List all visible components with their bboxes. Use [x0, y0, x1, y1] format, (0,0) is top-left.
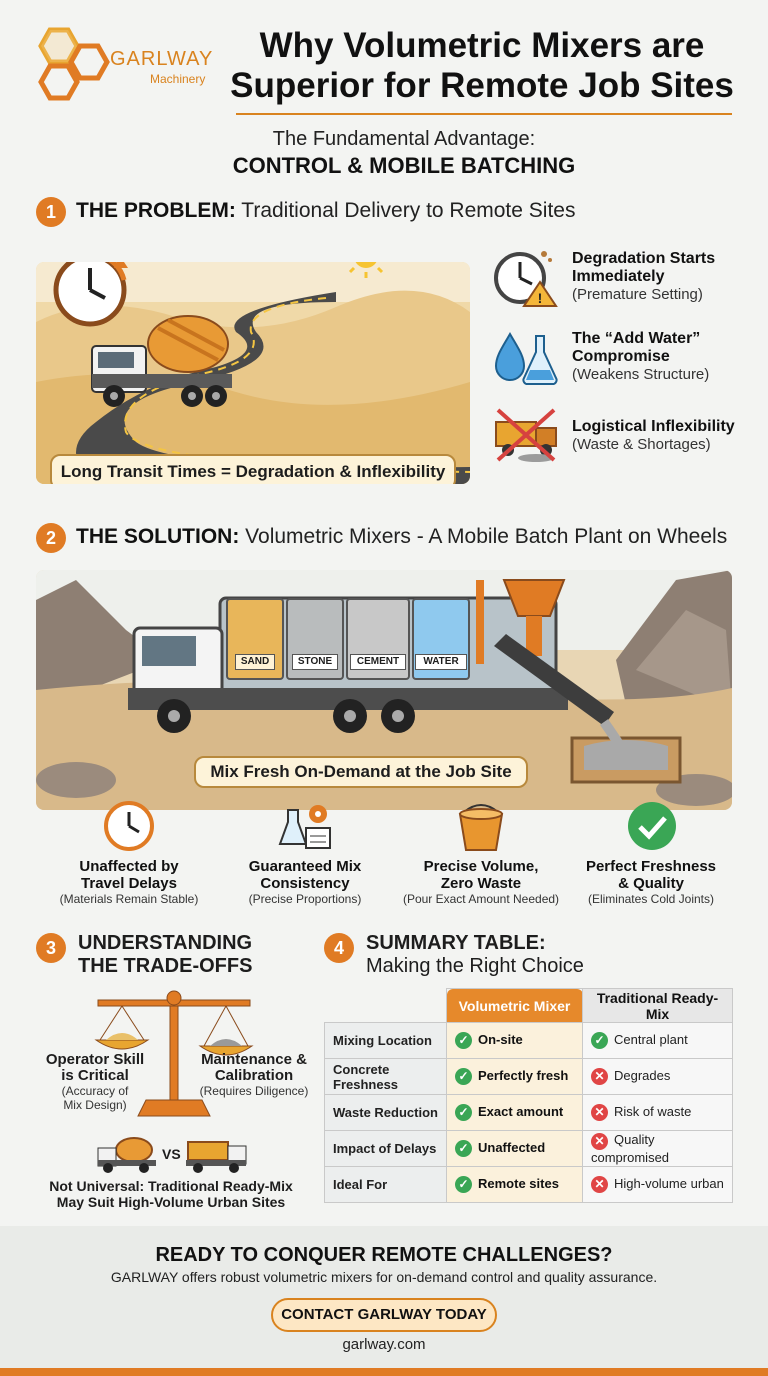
feature-subtitle: (Pour Exact Amount Needed): [402, 892, 560, 906]
truck-crossed-icon: [492, 406, 562, 464]
bin-label-sand: SAND: [235, 654, 275, 670]
problem-callout: Long Transit Times = Degradation & Inflexibility: [50, 454, 456, 484]
table-row: [325, 1059, 733, 1095]
tradeoff-title: Maintenance &: [201, 1051, 307, 1068]
tradeoff-note-line: Not Universal: Traditional Ready-Mix: [49, 1178, 293, 1194]
feature-title: Precise Volume,: [423, 858, 539, 875]
feature-subtitle: (Eliminates Cold Joints): [587, 892, 715, 906]
cell-traditional: [583, 1059, 733, 1095]
cell-volumetric: [447, 1167, 583, 1203]
issue-title: Logistical Inflexibility: [572, 418, 735, 435]
feature-subtitle: (Materials Remain Stable): [59, 892, 199, 906]
volumetric-mixer-illustration: [36, 570, 732, 810]
page-title: [222, 26, 742, 106]
problem-heading: [76, 199, 575, 223]
conveyor-chute-icon: [454, 576, 644, 756]
solution-heading-bold: THE SOLUTION:: [76, 525, 240, 548]
bottom-accent-bar: [0, 1368, 768, 1376]
table-row: [325, 1095, 733, 1131]
section-number-4: 4: [324, 933, 354, 963]
solution-heading: [76, 525, 727, 549]
solution-heading-rest: Volumetric Mixers - A Mobile Batch Plant on Wheels: [239, 525, 728, 548]
feature-title: Zero Waste: [440, 875, 522, 892]
tradeoff-subtitle: (Requires Diligence): [199, 1084, 309, 1098]
feature-title: & Quality: [618, 875, 684, 892]
check-icon: ✓: [591, 1032, 608, 1049]
subtitle-1: The Fundamental Advantage:: [272, 128, 536, 150]
x-icon: ✕: [591, 1176, 608, 1193]
tradeoffs-heading-2: THE TRADE-OFFS: [78, 955, 253, 977]
x-icon: ✕: [591, 1068, 608, 1085]
cell-text: Degrades: [614, 1067, 671, 1083]
feature-precise-volume: [392, 858, 570, 906]
desert-road-illustration: [36, 262, 470, 484]
feature-title: Unaffected by: [79, 858, 179, 875]
svg-text:!: !: [537, 290, 543, 306]
feature-subtitle: (Precise Proportions): [248, 892, 362, 906]
cell-text: Remote sites: [478, 1175, 559, 1191]
cell-volumetric: [447, 1095, 583, 1131]
check-icon: ✓: [455, 1176, 472, 1193]
table-row: [325, 1131, 733, 1167]
mixer-truck-small-icon: [96, 1134, 158, 1174]
table-row: [325, 1167, 733, 1203]
tradeoff-note-line: May Suit High-Volume Urban Sites: [56, 1194, 286, 1210]
table-row: [325, 1023, 733, 1059]
cell-text: Quality compromised: [591, 1132, 670, 1165]
tradeoff-note: [36, 1178, 306, 1210]
problem-heading-rest: Traditional Delivery to Remote Sites: [235, 199, 576, 222]
issue-subtitle: (Waste & Shortages): [572, 436, 711, 453]
bin-label-stone: STONE: [292, 654, 338, 670]
section-number-2: 2: [36, 523, 66, 553]
cta-title: READY TO CONQUER REMOTE CHALLENGES?: [155, 1244, 613, 1266]
tradeoff-subtitle: (Accuracy of: [61, 1084, 129, 1098]
issue-title: Immediately: [572, 268, 665, 285]
cell-text: Central plant: [614, 1031, 688, 1047]
contact-button[interactable]: CONTACT GARLWAY TODAY: [271, 1298, 497, 1332]
flask-gear-icon: [278, 800, 334, 852]
bin-label-cement: CEMENT: [350, 654, 406, 670]
check-icon: ✓: [455, 1140, 472, 1157]
water-flask-icon: [492, 330, 560, 386]
solution-callout: Mix Fresh On-Demand at the Job Site: [194, 756, 528, 788]
bin-label-water: WATER: [415, 654, 467, 670]
row-label: Waste Reduction: [325, 1095, 447, 1131]
issue-title: The “Add Water”: [572, 330, 701, 347]
title-divider: [236, 113, 732, 115]
bucket-icon: [456, 798, 506, 854]
tradeoff-title: Operator Skill: [45, 1051, 145, 1068]
tradeoff-maintenance: [190, 1052, 318, 1098]
cell-text: Unaffected: [478, 1139, 546, 1155]
clock-warning-icon: [492, 246, 560, 308]
cell-text: Risk of waste: [614, 1103, 692, 1119]
title-line-2: Superior for Remote Job Sites: [230, 66, 734, 105]
feature-title: Travel Delays: [81, 875, 177, 892]
tradeoff-title: is Critical: [61, 1067, 129, 1084]
cell-text: On-site: [478, 1031, 523, 1047]
logo-subtext: Machinery: [150, 72, 206, 86]
cell-text: Exact amount: [478, 1103, 564, 1119]
feature-title: Guaranteed Mix: [248, 858, 362, 875]
feature-mix-consistency: [216, 858, 394, 906]
mixer-truck-icon: [88, 298, 238, 418]
issue-subtitle: (Weakens Structure): [572, 366, 710, 383]
x-icon: ✕: [591, 1133, 608, 1150]
cell-text: High-volume urban: [614, 1175, 724, 1191]
cell-volumetric: [447, 1131, 583, 1167]
volumetric-truck-small-icon: [184, 1134, 248, 1174]
cell-traditional: [583, 1023, 733, 1059]
summary-heading-2: Making the Right Choice: [366, 955, 584, 977]
check-icon: ✓: [455, 1104, 472, 1121]
cta-subtitle: GARLWAY offers robust volumetric mixers for on-demand control and quality assurance.: [110, 1269, 658, 1285]
feature-travel-delays: [40, 858, 218, 906]
sun-icon: [342, 262, 390, 280]
tradeoff-operator-skill: [36, 1052, 154, 1112]
issue-degradation: [572, 250, 715, 303]
cell-traditional: [583, 1167, 733, 1203]
check-icon: [626, 800, 678, 852]
section-number-3: 3: [36, 933, 66, 963]
tradeoffs-heading-1: UNDERSTANDING: [78, 932, 253, 954]
problem-heading-bold: THE PROBLEM:: [76, 199, 236, 222]
check-icon: ✓: [455, 1032, 472, 1049]
check-icon: ✓: [455, 1068, 472, 1085]
clock-icon: [103, 800, 155, 852]
feature-title: Consistency: [260, 875, 350, 892]
feature-title: Perfect Freshness: [585, 858, 717, 875]
cell-volumetric: [447, 1023, 583, 1059]
cell-volumetric: [447, 1059, 583, 1095]
website-link[interactable]: garlway.com: [342, 1336, 426, 1353]
cell-traditional: [583, 1095, 733, 1131]
cell-text: Perfectly fresh: [478, 1067, 569, 1083]
issue-add-water: [572, 330, 709, 383]
logo-text: GARLWAY: [110, 48, 214, 70]
subtitle-2: CONTROL & MOBILE BATCHING: [232, 153, 576, 178]
section-number-1: 1: [36, 197, 66, 227]
col-header-traditional: Traditional Ready-Mix: [583, 989, 733, 1023]
tradeoffs-heading: [78, 932, 252, 978]
tradeoff-title: Calibration: [214, 1067, 294, 1084]
vs-label: VS: [162, 1146, 181, 1162]
row-label: Concrete Freshness: [325, 1059, 447, 1095]
issue-subtitle: (Premature Setting): [572, 286, 703, 303]
table-corner: [325, 989, 447, 1023]
feature-freshness: [562, 858, 740, 906]
x-icon: ✕: [591, 1104, 608, 1121]
issue-logistics: [572, 418, 735, 453]
issue-title: Compromise: [572, 348, 670, 365]
row-label: Mixing Location: [325, 1023, 447, 1059]
col-header-volumetric: Volumetric Mixer: [447, 989, 583, 1023]
cell-traditional: [583, 1131, 733, 1167]
summary-heading-1: SUMMARY TABLE:: [366, 932, 546, 954]
issue-title: Degradation Starts: [572, 250, 716, 267]
tradeoff-subtitle: Mix Design): [63, 1098, 127, 1112]
summary-heading: [366, 932, 584, 978]
row-label: Impact of Delays: [325, 1131, 447, 1167]
row-label: Ideal For: [325, 1167, 447, 1203]
title-line-1: Why Volumetric Mixers are: [259, 26, 705, 65]
summary-table: [324, 988, 733, 1203]
